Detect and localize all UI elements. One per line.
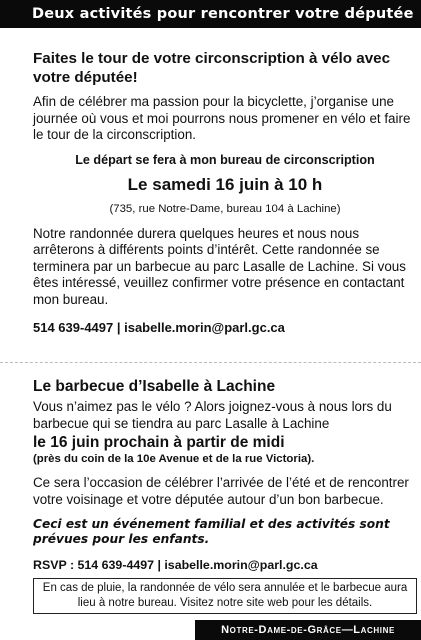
barbecue-intro: Vous n’aimez pas le vélo ? Alors joignez-vous à nous lors du barbecue qui se tiendra au parc Lasalle à Lachine [33, 399, 392, 431]
bike-tour-section [33, 49, 417, 335]
bike-tour-intro: Afin de célébrer ma passion pour la bicyclette, j’organise une journée où vous et moi pourrons nous promener en vélo et faire le tour de la circonscription. [33, 94, 411, 142]
bike-tour-body: Notre randonnée durera quelques heures et nous nous arrêterons à différents points d’intérêt. Cette randonnée se terminera par un barbecue au parc Lasalle de Lachine. Si vous êtes intéressé, veuillez confirmer votre présence en contactant mon bureau. [33, 225, 406, 307]
barbecue-location-note: (près du coin de la 10e Avenue et de la rue Victoria). [33, 453, 315, 465]
barbecue-date: le 16 juin prochain à partir de midi [33, 434, 285, 451]
barbecue-heading: Le barbecue d’Isabelle à Lachine [33, 378, 276, 395]
rain-notice-text: En cas de pluie, la randonnée de vélo sera annulée et le barbecue aura lieu à notre bureau. Visitez notre site web pour les détails. [42, 582, 408, 609]
office-address: (735, rue Notre-Dame, bureau 104 à Lachine) [109, 202, 341, 215]
bike-tour-date: Le samedi 16 juin à 10 h [127, 174, 323, 194]
bike-tour-heading: Faites le tour de votre circonscription à vélo avec votre députée! [33, 50, 391, 86]
rsvp-contact: RSVP : 514 639-4497 | isabelle.morin@parl.gc.ca [33, 558, 318, 572]
header-title: Deux activités pour rencontrer votre députée [32, 6, 414, 22]
contact-info: 514 639-4497 | isabelle.morin@parl.gc.ca [33, 320, 285, 335]
departure-label: Le départ se fera à mon bureau de circonscription [75, 152, 375, 167]
footer-banner [195, 620, 421, 640]
section-divider [0, 362, 421, 363]
barbecue-section [33, 377, 417, 572]
barbecue-body: Ce sera l’occasion de célébrer l’arrivée de l’été et de rencontrer votre voisinage et votre députée autour d’un bon barbecue. [33, 475, 409, 507]
riding-name: Notre-Dame-de-Grâce—Lachine [221, 624, 395, 636]
header-banner [0, 0, 421, 28]
family-event-note: Ceci est un événement familial et des activités sont prévues pour les enfants. [33, 517, 390, 546]
rain-notice-box [33, 578, 417, 614]
